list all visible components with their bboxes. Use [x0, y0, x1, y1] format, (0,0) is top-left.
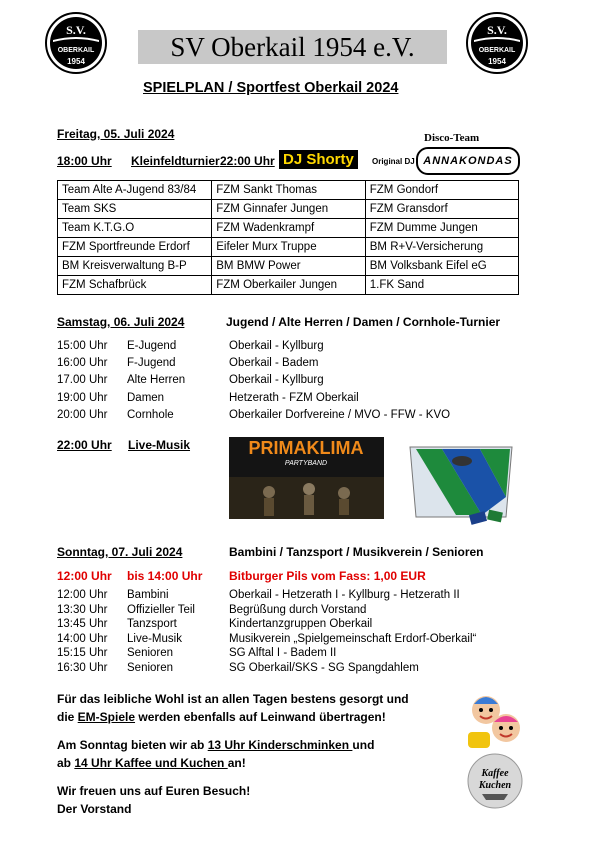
schedule-time: 19:00 Uhr [57, 391, 108, 404]
page-title: SV Oberkail 1954 e.V. [138, 30, 447, 64]
teams-table [57, 180, 519, 295]
table-cell: 1.FK Sand [365, 276, 518, 295]
schedule-match: Oberkail - Kyllburg [229, 374, 324, 387]
schedule-cat: Cornhole [127, 408, 174, 421]
svg-text:OBERKAIL: OBERKAIL [478, 47, 516, 54]
schedule-time: 20:00 Uhr [57, 408, 108, 421]
table-cell: FZM Ginnafer Jungen [212, 200, 366, 219]
coffee-cake-icon [466, 752, 524, 810]
svg-text:Kaffee: Kaffee [481, 768, 509, 779]
table-row [58, 276, 519, 295]
svg-text:PRIMAKLIMA: PRIMAKLIMA [248, 438, 364, 458]
schedule-match: Oberkailer Dorfvereine / MVO - FFW - KVO [229, 408, 451, 421]
table-cell: FZM Sankt Thomas [212, 181, 366, 200]
band-photo [229, 437, 384, 519]
svg-text:PARTYBAND: PARTYBAND [284, 460, 328, 467]
table-row [58, 238, 519, 257]
table-cell: FZM Gransdorf [365, 200, 518, 219]
table-cell: BM Kreisverwaltung B-P [58, 257, 212, 276]
friday-time-2: 22:00 Uhr [220, 154, 275, 168]
beer-offer: Bitburger Pils vom Fass: 1,00 EUR [229, 569, 426, 583]
table-cell: Team SKS [58, 200, 212, 219]
club-logo-right [466, 12, 528, 74]
schedule-time: 14:00 Uhr [57, 632, 108, 645]
beer-time: 12:00 Uhr [57, 569, 112, 583]
schedule-time: 12:00 Uhr [57, 589, 108, 601]
saturday-heading: Jugend / Alte Herren / Damen / Cornhole-Turnier [226, 315, 501, 329]
svg-text:S.V.: S.V. [66, 23, 86, 37]
table-row [58, 200, 519, 219]
schedule-cat: Bambini [127, 589, 169, 601]
table-cell: BM Volksbank Eifel eG [365, 257, 518, 276]
schedule-time: 16:00 Uhr [57, 357, 108, 370]
sunday-heading: Bambini / Tanzsport / Musikverein / Senioren [229, 545, 484, 559]
footer-line-3: Am Sonntag bieten wir ab 13 Uhr Kinderschminken und [57, 738, 375, 752]
footer-line-4: ab 14 Uhr Kaffee und Kuchen an! [57, 756, 246, 770]
cornhole-board-image [402, 437, 520, 529]
footer-text [57, 690, 409, 818]
schedule-cat: F-Jugend [127, 357, 176, 370]
footer-line-1: Für das leibliche Wohl ist an allen Tagen bestens gesorgt und [57, 692, 409, 706]
svg-text:OBERKAIL: OBERKAIL [57, 47, 95, 54]
schedule-time: 17.00 Uhr [57, 374, 108, 387]
schedule-cat: E-Jugend [127, 340, 177, 352]
table-cell: Team K.T.G.O [58, 219, 212, 238]
friday-date: Freitag, 05. Juli 2024 [57, 127, 175, 141]
schedule-cat: Tanzsport [127, 618, 177, 631]
friday-time-1: 18:00 Uhr [57, 154, 112, 168]
original-dj-label: Original DJ [372, 157, 415, 166]
schedule-cat: Alte Herren [127, 374, 186, 387]
table-cell: FZM Schafbrück [58, 276, 212, 295]
schedule-match: SG Oberkail/SKS - SG Spangdahlem [229, 662, 419, 674]
table-row [58, 181, 519, 200]
footer-line-5: Wir freuen uns auf Euren Besuch! [57, 784, 251, 798]
page-subtitle: SPIELPLAN / Sportfest Oberkail 2024 [143, 80, 399, 96]
svg-text:1954: 1954 [67, 57, 85, 66]
svg-text:1954: 1954 [488, 57, 506, 66]
schedule-match: Oberkail - Hetzerath I - Kyllburg - Hetzerath II [229, 589, 460, 601]
table-cell: FZM Wadenkrampf [212, 219, 366, 238]
table-cell: Team Alte A-Jugend 83/84 [58, 181, 212, 200]
footer-line-6: Der Vorstand [57, 802, 132, 816]
friday-event-1: Kleinfeldturnier [131, 154, 220, 168]
schedule-match: Begrüßung durch Vorstand [229, 603, 367, 616]
table-cell: Eifeler Murx Truppe [212, 238, 366, 257]
schedule-time: 15:00 Uhr [57, 340, 108, 352]
svg-text:Kuchen: Kuchen [478, 780, 512, 791]
schedule-cat: Senioren [127, 647, 174, 660]
svg-text:S.V.: S.V. [487, 23, 507, 37]
schedule-match: Musikverein „Spielgemeinschaft Erdorf-Oberkail“ [229, 632, 477, 645]
disco-team-label: Disco-Team [424, 132, 480, 144]
table-row [58, 219, 519, 238]
table-cell: BM BMW Power [212, 257, 366, 276]
schedule-cat: Damen [127, 391, 165, 404]
table-cell: FZM Dumme Jungen [365, 219, 518, 238]
schedule-cat: Senioren [127, 662, 174, 674]
schedule-match: Oberkail - Badem [229, 357, 319, 370]
table-row [58, 257, 519, 276]
live-music-label: Live-Musik [128, 438, 191, 452]
table-cell: FZM Oberkailer Jungen [212, 276, 366, 295]
footer-line-2: die EM-Spiele werden ebenfalls auf Leinwand übertragen! [57, 710, 386, 724]
schedule-cat: Offizieller Teil [127, 603, 195, 616]
dj-badge: DJ Shorty [279, 150, 358, 169]
sunday-date: Sonntag, 07. Juli 2024 [57, 545, 183, 559]
table-cell: FZM Gondorf [365, 181, 518, 200]
disco-logo: ANNAKONDAS [416, 147, 520, 175]
table-cell: FZM Sportfreunde Erdorf [58, 238, 212, 257]
schedule-cat: Live-Musik [127, 632, 182, 645]
schedule-time: 13:30 Uhr [57, 603, 108, 616]
schedule-match: Hetzerath - FZM Oberkail [229, 391, 359, 404]
schedule-time: 13:45 Uhr [57, 618, 108, 631]
schedule-match: Kindertanzgruppen Oberkail [229, 618, 373, 631]
face-paint-kids-image [466, 688, 524, 750]
schedule-match: SG Alftal I - Badem II [229, 647, 337, 660]
schedule-match: Oberkail - Kyllburg [229, 340, 324, 352]
club-logo-left [45, 12, 107, 74]
schedule-time: 16:30 Uhr [57, 662, 108, 674]
schedule-time: 15:15 Uhr [57, 647, 108, 660]
table-cell: BM R+V-Versicherung [365, 238, 518, 257]
live-music-time: 22:00 Uhr [57, 438, 112, 452]
beer-until: bis 14:00 Uhr [127, 569, 203, 583]
saturday-date: Samstag, 06. Juli 2024 [57, 315, 185, 329]
